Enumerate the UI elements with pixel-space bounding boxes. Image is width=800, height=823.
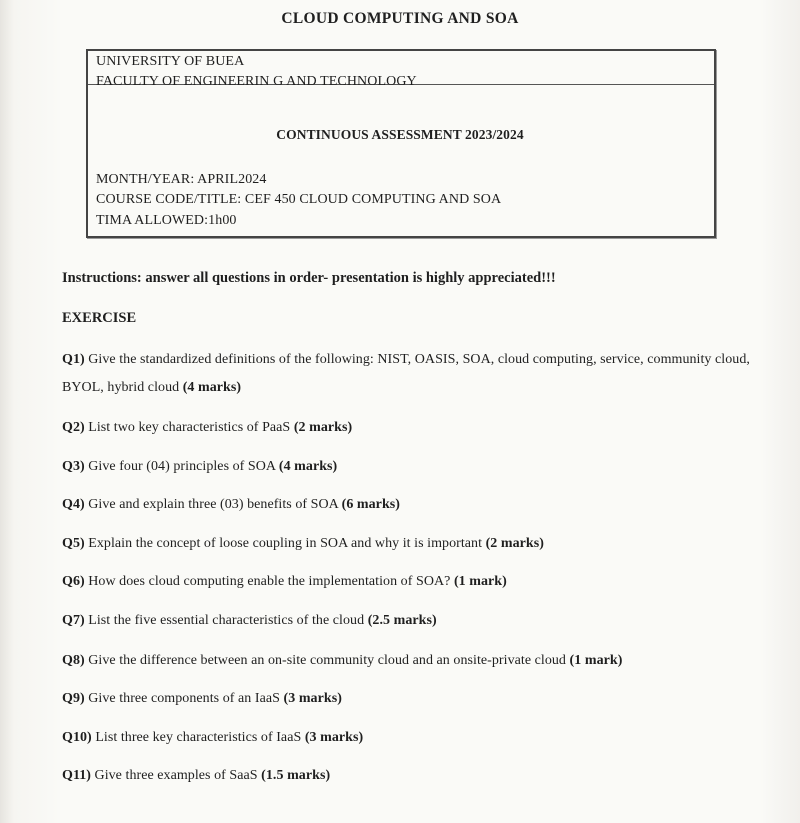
question-7 — [62, 613, 752, 629]
question-text: Give three examples of SaaS — [90, 768, 262, 783]
question-2 — [62, 420, 752, 436]
assessment-title: CONTINUOUS ASSESSMENT 2023/2024 — [276, 127, 524, 142]
month-year: MONTH/YEAR: APRIL2024 — [96, 172, 267, 187]
question-number: Q5) — [62, 536, 85, 551]
question-number: Q4) — [62, 497, 85, 512]
question-text: List the five essential characteristics of the cloud — [84, 613, 368, 628]
question-number: Q2) — [62, 420, 85, 435]
question-3 — [62, 459, 752, 475]
question-text: Give four (04) principles of SOA — [84, 459, 279, 474]
question-number: Q9) — [62, 691, 85, 706]
question-text: Give the difference between an on-site community cloud and an onsite-private cloud — [84, 653, 570, 668]
exercise-heading: EXERCISE — [62, 310, 137, 326]
question-9 — [62, 691, 752, 707]
question-marks: (4 marks) — [278, 459, 338, 474]
university-name: UNIVERSITY OF BUEA — [96, 54, 245, 69]
question-marks: (6 marks) — [341, 497, 400, 512]
question-marks: (2 marks) — [293, 420, 353, 435]
question-4 — [62, 497, 752, 513]
question-number: Q11) — [62, 768, 91, 783]
question-text: How does cloud computing enable the implementation of SOA? — [84, 574, 454, 589]
question-text: Explain the concept of loose coupling in SOA and why it is important — [84, 536, 486, 551]
question-number: Q10) — [62, 730, 92, 745]
question-marks: (3 marks) — [304, 730, 364, 745]
question-marks: (2.5 marks) — [367, 613, 437, 628]
faculty-name: FACULTY OF ENGINEERIN G AND TECHNOLOGY — [96, 74, 417, 89]
question-text: List two key characteristics of PaaS — [84, 420, 294, 435]
question-marks: (4 marks) — [182, 380, 242, 395]
instructions: Instructions: answer all questions in order- presentation is highly appreciated!!! — [62, 270, 556, 286]
question-marks: (1 mark) — [453, 574, 507, 589]
question-text: List three key characteristics of IaaS — [91, 730, 305, 745]
question-8 — [62, 653, 752, 669]
question-marks: (2 marks) — [485, 536, 544, 551]
question-6 — [62, 574, 752, 590]
question-text: Give three components of an IaaS — [84, 691, 284, 706]
question-number: Q7) — [62, 613, 85, 628]
course-code-title: COURSE CODE/TITLE: CEF 450 CLOUD COMPUTING AND SOA — [96, 192, 502, 207]
question-number: Q6) — [62, 574, 85, 589]
question-marks: (1 mark) — [569, 653, 623, 668]
question-11 — [62, 768, 752, 784]
question-number: Q8) — [62, 653, 85, 668]
question-number: Q1) — [62, 352, 85, 367]
question-number: Q3) — [62, 459, 85, 474]
question-5 — [62, 536, 752, 552]
question-marks: (1.5 marks) — [261, 768, 331, 783]
question-marks: (3 marks) — [283, 691, 342, 706]
time-allowed: TIMA ALLOWED:1h00 — [96, 213, 237, 228]
question-text: Give the standardized definitions of the following: NIST, OASIS, SOA, cloud computing, service, community cloud, BYOL, hybrid cloud — [62, 352, 750, 395]
question-1 — [62, 346, 752, 402]
question-10 — [62, 730, 752, 746]
question-text: Give and explain three (03) benefits of SOA — [84, 497, 342, 512]
exam-title: CLOUD COMPUTING AND SOA — [281, 10, 519, 27]
